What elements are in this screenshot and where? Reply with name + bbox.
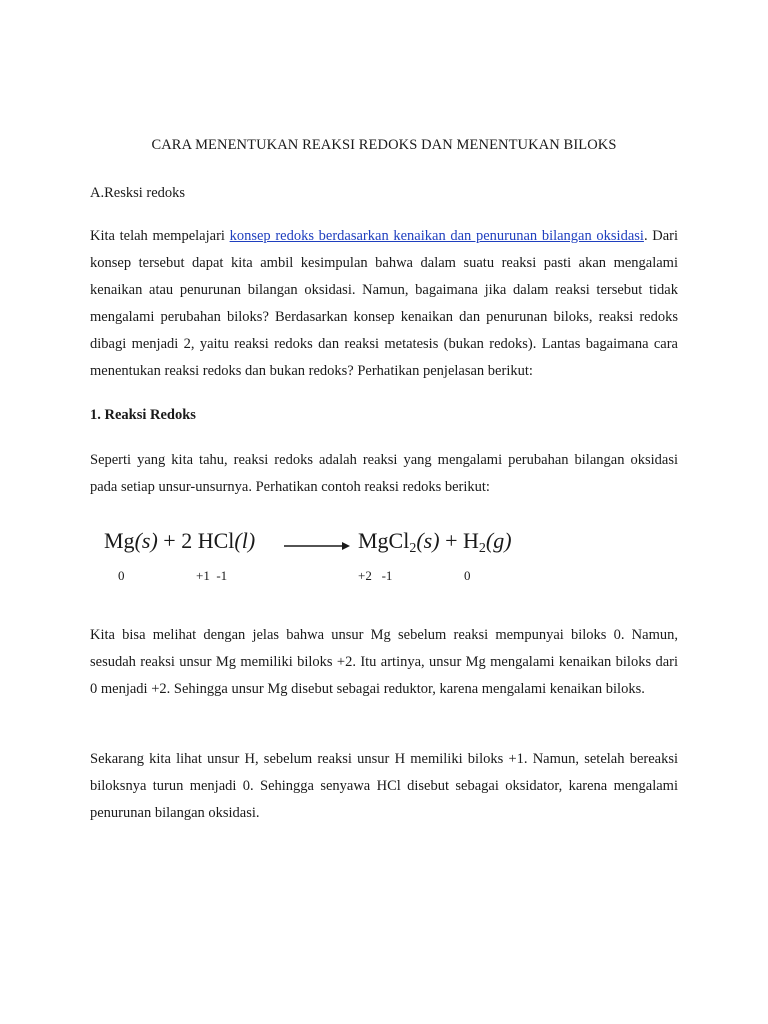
oxidation-number-mg: 0	[118, 568, 125, 583]
hcl-formula: + 2 HCl	[157, 528, 235, 553]
hcl-state: (l)	[234, 528, 256, 553]
section-a-heading: A.Resksi redoks	[90, 185, 186, 201]
mgcl-state: (s)	[416, 528, 440, 553]
mg-explanation-text: Kita bisa melihat dengan jelas bahwa unsur Mg sebelum reaksi mempunyai biloks 0. Namun, sesudah reaksi unsur Mg memiliki biloks +2. Itu artinya, unsur Mg mengalami kenaikan biloks dari 0 menjadi +2. Sehingga unsur Mg disebut sebagai reduktor, karena mengalami kenaikan biloks.	[90, 627, 678, 697]
redoks-definition-text: Seperti yang kita tahu, reaksi redoks adalah reaksi yang mengalami perubahan bilangan oksidasi pada setiap unsur-unsurnya. Perhatikan contoh reaksi redoks berikut:	[90, 452, 678, 495]
oxidation-number-mgcl2: +2 -1	[358, 568, 393, 583]
intro-lead-text: Kita telah mempelajari	[90, 228, 230, 244]
reaksi-redoks-heading: 1. Reaksi Redoks	[90, 407, 196, 423]
redox-equation	[104, 528, 524, 588]
oxidation-number-h2: 0	[464, 568, 471, 583]
mg-formula: Mg	[104, 528, 135, 553]
reaction-arrow-icon	[284, 542, 350, 550]
h2-state: (g)	[485, 528, 512, 553]
h2-subscript: 2	[478, 541, 486, 556]
h-explanation-paragraph	[90, 746, 678, 827]
equation-products-term	[358, 528, 512, 557]
h-explanation-text: Sekarang kita lihat unsur H, sebelum reaksi unsur H memiliki biloks +1. Namun, setelah bereaksi biloksnya turun menjadi 0. Sehingga senyawa HCl disebut sebagai oksidator, karena mengalami penurunan bilangan oksidasi.	[90, 751, 678, 821]
redoks-concept-link[interactable]: konsep redoks berdasarkan kenaikan dan penurunan bilangan oksidasi	[229, 228, 644, 244]
mgcl-subscript: 2	[409, 541, 417, 556]
intro-paragraph	[90, 223, 678, 385]
oxidation-number-hcl: +1 -1	[196, 568, 228, 583]
intro-rest-text: . Dari konsep tersebut dapat kita ambil kesimpulan bahwa dalam suatu reaksi pasti akan mengalami kenaikan atau penurunan bilangan oksidasi. Namun, bagaimana jika dalam reaksi tersebut tidak mengalami perubahan biloks? Berdasarkan konsep kenaikan dan penurunan biloks, reaksi redoks dibagi menjadi 2, yaitu reaksi redoks dan reaksi metatesis (bukan redoks). Lantas bagaimana cara menentukan reaksi redoks dan bukan redoks? Perhatikan penjelasan berikut:	[90, 228, 678, 379]
h2-formula: + H	[439, 528, 479, 553]
mg-state: (s)	[134, 528, 158, 553]
document-title: CARA MENENTUKAN REAKSI REDOKS DAN MENENTUKAN BILOKS	[151, 137, 617, 153]
mg-explanation-paragraph	[90, 622, 678, 703]
redoks-definition-paragraph	[90, 447, 678, 501]
equation-mg-term	[104, 528, 255, 554]
mgcl-formula: MgCl	[358, 528, 410, 553]
